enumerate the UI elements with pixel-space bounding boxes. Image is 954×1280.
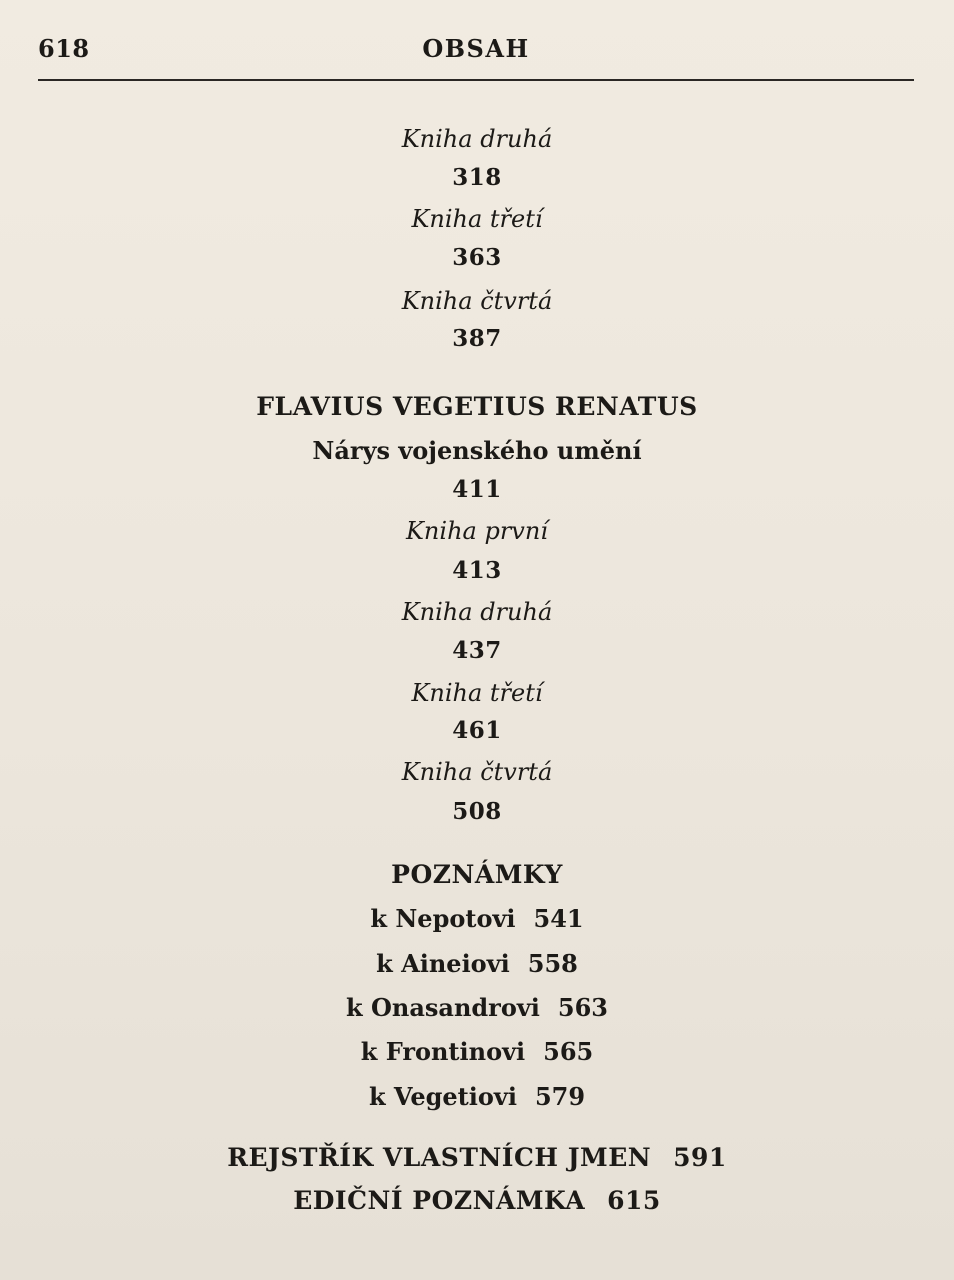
editorial-note-entry xyxy=(0,1186,954,1215)
toc-entry: Kniha čtvrtá xyxy=(401,287,553,315)
note-label: k Vegetiovi xyxy=(368,1082,517,1111)
note-label: k Frontinovi xyxy=(360,1037,526,1066)
note-label: k Aineiovi xyxy=(376,949,510,978)
header-rule xyxy=(38,79,914,81)
index-page: 591 xyxy=(673,1143,727,1172)
page-header xyxy=(38,30,914,78)
note-page: 565 xyxy=(543,1037,594,1066)
note-label: k Onasandrovi xyxy=(345,993,540,1022)
toc-entry: Kniha čtvrtá xyxy=(401,758,553,786)
toc-page-number: 437 xyxy=(452,637,502,664)
toc-entry: Kniha druhá xyxy=(401,598,553,626)
toc-page-number: 413 xyxy=(452,557,502,584)
work-title: Nárys vojenského umění xyxy=(312,436,642,465)
toc-entry: Kniha třetí xyxy=(411,205,543,233)
toc-entry: Kniha třetí xyxy=(411,679,543,707)
toc-page-number: 508 xyxy=(452,798,502,825)
note-entry xyxy=(0,949,954,978)
note-page: 563 xyxy=(557,993,608,1022)
index-label: REJSTŘÍK VLASTNÍCH JMEN xyxy=(227,1143,652,1172)
editorial-note-page: 615 xyxy=(607,1186,661,1215)
page-number: 618 xyxy=(38,34,90,63)
toc-page-number: 387 xyxy=(452,325,502,352)
toc-entry: Kniha první xyxy=(406,517,548,545)
index-entry xyxy=(0,1143,954,1172)
note-label: k Nepotovi xyxy=(370,904,516,933)
note-entry xyxy=(0,904,954,933)
note-entry xyxy=(0,1037,954,1066)
note-entry xyxy=(0,1082,954,1111)
note-page: 558 xyxy=(527,949,578,978)
toc-page-number: 318 xyxy=(452,164,502,191)
notes-heading: POZNÁMKY xyxy=(391,860,563,889)
author-heading: FLAVIUS VEGETIUS RENATUS xyxy=(256,392,698,421)
toc-page-number: 411 xyxy=(452,476,502,503)
note-entry xyxy=(0,993,954,1022)
note-page: 541 xyxy=(533,904,584,933)
editorial-note-label: EDIČNÍ POZNÁMKA xyxy=(293,1186,586,1215)
toc-page-number: 363 xyxy=(452,244,502,271)
toc-entry: Kniha druhá xyxy=(401,125,553,153)
toc-page-number: 461 xyxy=(452,717,502,744)
running-title: OBSAH xyxy=(422,34,530,63)
note-page: 579 xyxy=(534,1082,586,1111)
